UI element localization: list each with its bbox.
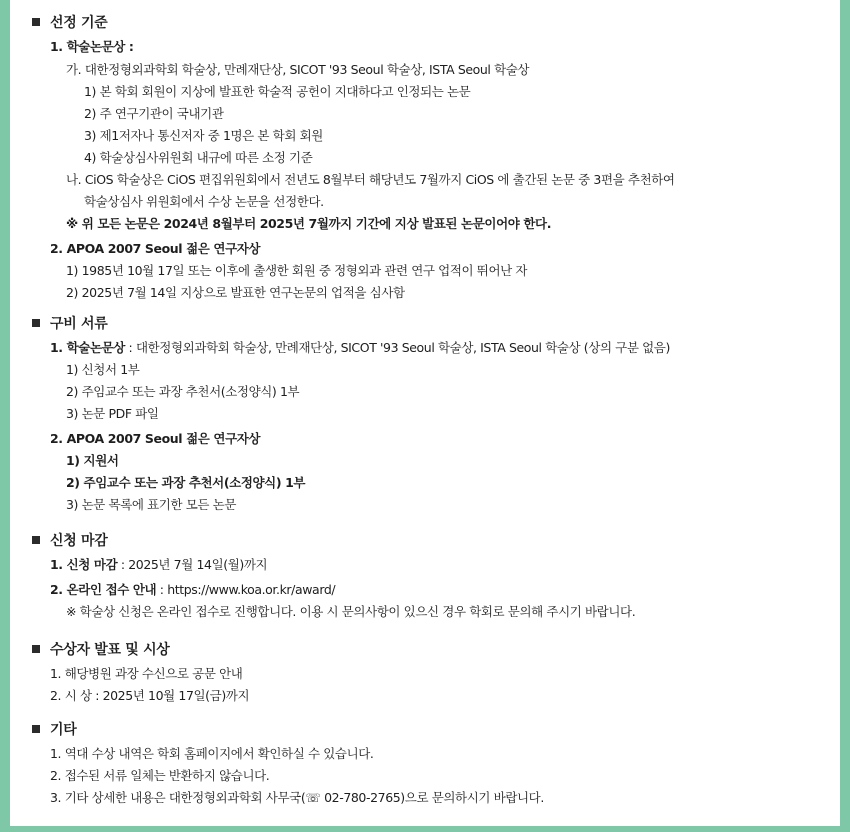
award-notice-page xyxy=(10,0,840,826)
item-label: 2. 온라인 접수 안내 xyxy=(50,582,157,597)
section-application-deadline xyxy=(10,528,840,619)
list-item: 2. 접수된 서류 일체는 반환하지 않습니다. xyxy=(50,768,270,783)
square-bullet-icon xyxy=(32,319,40,327)
section-other xyxy=(10,717,840,805)
list-item: 2) 주임교수 또는 과장 추천서(소정양식) 1부 xyxy=(66,475,306,490)
section-title: 수상자 발표 및 시상 xyxy=(50,642,170,658)
list-item: 3) 논문 PDF 파일 xyxy=(66,406,159,421)
list-item: 1) 1985년 10월 17일 또는 이후에 출생한 회원 중 정형외과 관련 연구 업적이 뛰어난 자 xyxy=(66,263,528,278)
square-bullet-icon xyxy=(32,725,40,733)
list-item: 2) 2025년 7월 14일 지상으로 발표한 연구논문의 업적을 심사함 xyxy=(66,285,405,300)
list-item: 나. CiOS 학술상은 CiOS 편집위원회에서 전년도 8월부터 해당년도 7월까지 CiOS 에 출간된 논문 중 3편을 추천하여 xyxy=(66,172,675,187)
list-item: 1. 학술논문상 : xyxy=(50,39,134,54)
list-item: 1. 역대 수상 내역은 학회 홈페이지에서 확인하실 수 있습니다. xyxy=(50,746,374,761)
list-item: 4) 학술상심사위원회 내규에 따른 소정 기준 xyxy=(84,150,313,165)
square-bullet-icon xyxy=(32,18,40,26)
section-selection-criteria xyxy=(10,10,840,300)
list-item xyxy=(50,340,670,356)
section-title: 구비 서류 xyxy=(50,316,108,332)
list-item: 2. APOA 2007 Seoul 젊은 연구자상 xyxy=(50,241,261,256)
list-item: 1) 본 학회 회원이 지상에 발표한 학술적 공헌이 지대하다고 인정되는 논문 xyxy=(84,84,471,99)
notice-note: ※ 위 모든 논문은 2024년 8월부터 2025년 7월까지 기간에 지상 발표된 논문이어야 한다. xyxy=(66,216,552,231)
item-text: : 2025년 7월 14일(월)까지 xyxy=(117,557,268,572)
list-item: 2. APOA 2007 Seoul 젊은 연구자상 xyxy=(50,431,261,446)
section-winner-announcement xyxy=(10,637,840,703)
notice-note: ※ 학술상 신청은 온라인 접수로 진행합니다. 이용 시 문의사항이 있으신 경우 학회로 문의해 주시기 바랍니다. xyxy=(66,604,636,619)
item-label: 1. 학술논문상 xyxy=(50,340,125,355)
section-title: 신청 마감 xyxy=(50,533,108,549)
list-item: 1) 지원서 xyxy=(66,453,119,468)
list-item xyxy=(50,557,267,573)
list-item: 가. 대한정형외과학회 학술상, 만례재단상, SICOT '93 Seoul 학술상, ISTA Seoul 학술상 xyxy=(66,62,530,77)
list-item xyxy=(50,582,335,598)
list-item: 2) 주임교수 또는 과장 추천서(소정양식) 1부 xyxy=(66,384,300,399)
square-bullet-icon xyxy=(32,536,40,544)
list-item: 3) 제1저자나 통신저자 중 1명은 본 학회 회원 xyxy=(84,128,323,143)
list-item: 2. 시 상 : 2025년 10월 17일(금)까지 xyxy=(50,688,250,703)
list-item: 1) 신청서 1부 xyxy=(66,362,140,377)
item-label: 1. 신청 마감 xyxy=(50,557,118,572)
list-item: 1. 해당병원 과장 수신으로 공문 안내 xyxy=(50,666,243,681)
section-required-documents xyxy=(10,311,840,512)
list-item: 3) 논문 목록에 표기한 모든 논문 xyxy=(66,497,236,512)
section-title: 기타 xyxy=(50,722,77,738)
section-title: 선정 기준 xyxy=(50,15,108,31)
square-bullet-icon xyxy=(32,645,40,653)
item-text: : 대한정형외과학회 학술상, 만례재단상, SICOT '93 Seoul 학술상, ISTA Seoul 학술상 (상의 구분 없음) xyxy=(124,340,670,355)
list-item: 2) 주 연구기관이 국내기관 xyxy=(84,106,224,121)
online-application-link[interactable]: : https://www.koa.or.kr/award/ xyxy=(156,582,336,597)
list-item: 3. 기타 상세한 내용은 대한정형외과학회 사무국(☏ 02-780-2765)으로 문의하시기 바랍니다. xyxy=(50,790,544,805)
list-item: 학술상심사 위원회에서 수상 논문을 선정한다. xyxy=(84,194,324,209)
